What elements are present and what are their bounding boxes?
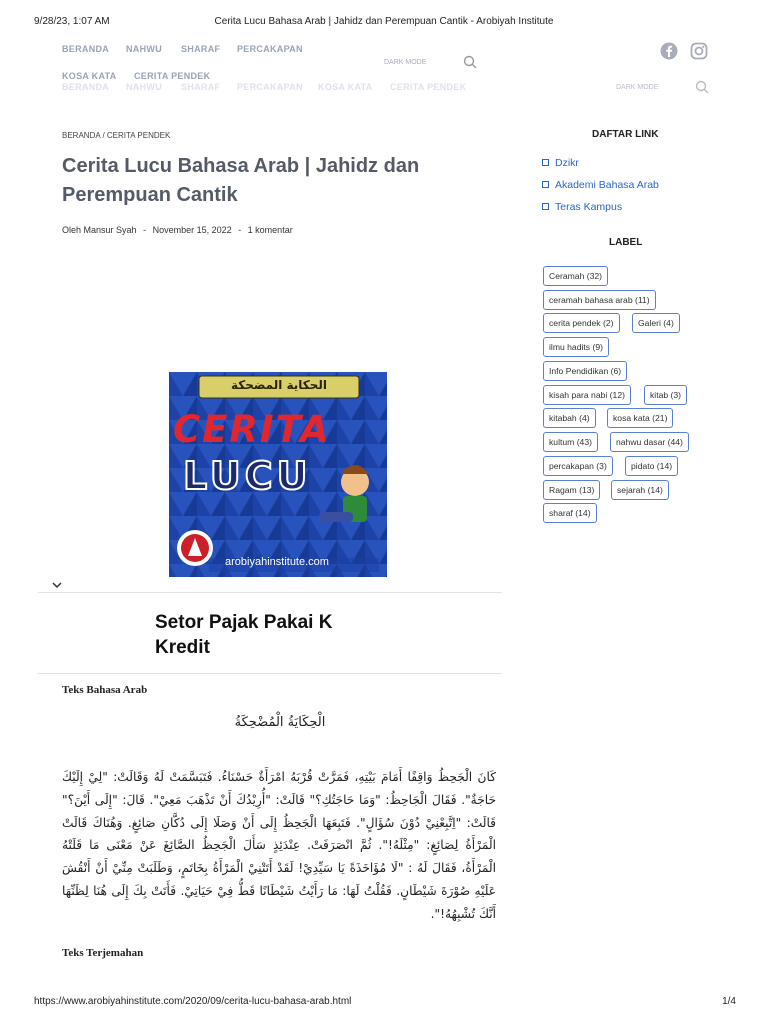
- print-url: https://www.arobiyahinstitute.com/2020/09/cerita-lucu-bahasa-arab.html: [34, 996, 352, 1007]
- tag-nahwu-dasar[interactable]: nahwu dasar (44): [610, 432, 689, 452]
- search-icon[interactable]: [463, 55, 477, 69]
- tag-kitab[interactable]: kitab (3): [644, 385, 687, 405]
- ghost-nav-item: CERITA PENDEK: [390, 82, 467, 92]
- tag-ragam[interactable]: Ragam (13): [543, 480, 600, 500]
- hero-site-url: arobiyahinstitute.com: [225, 556, 329, 568]
- tag-ceramah-bahasa-arab[interactable]: ceramah bahasa arab (11): [543, 290, 656, 310]
- hero-word-cerita: CERITA: [173, 408, 331, 451]
- nav-item-kosa-kata[interactable]: KOSA KATA: [62, 71, 117, 81]
- sidebar-link-label: Dzikr: [555, 157, 579, 169]
- nav-item-beranda[interactable]: BERANDA: [62, 44, 110, 54]
- ghost-nav-item: BERANDA: [62, 82, 110, 92]
- tag-kosa-kata[interactable]: kosa kata (21): [607, 408, 673, 428]
- instagram-icon[interactable]: [690, 42, 708, 65]
- sidebar-link-label: Teras Kampus: [555, 201, 623, 213]
- sidebar-heading-daftar-link: DAFTAR LINK: [592, 129, 659, 140]
- print-page-title: Cerita Lucu Bahasa Arab | Jahidz dan Perempuan Cantik - Arobiyah Institute: [214, 16, 554, 27]
- arabic-story-body: كَانَ الْجَحِظُ وَاقِفًا أَمَامَ بَيْتِهِ، فَمَرَّتْ قُرْبَهُ امْرَأَةٌ حَسْنَاءُ. فَتَبَسَّمَتْ لَهُ وَقَالَتْ: "لِيْ إِلَيْكَ حَاجَةٌ". فَقَالَ الْجَاحِظُ: "وَمَا حَاجَتُكِ؟" قَالَتْ: "أُرِيْدُكَ أَنْ تَذْهَبَ مَعِيْ". قَالَ: "إِلَى أَيْنَ؟" قَالَتْ: "اِتَّبِعْنِيْ دُوْنَ سُؤَالٍ". فَتَبِعَهَا الْجَحِظُ إِلَى أَنْ وَصَلَا إِلَى دُكَّانِ صَائِغٍ. وَهُنَاكَ قَالَتْ الْمَرْأَةُ لِصَائِغٍ: "مِثْلَهُ!". ثُمَّ انْصَرَفَتْ. عِنْدَئِذٍ سَأَلَ الْجَحِظُ الصَّائِغَ عَنْ مَعْنَى مَا قَلَتْهُ الْمَرْأَةُ، فَقَالَ لَهُ : "لَا مُؤَاخَذَةً يَا سَيِّدِيْ! لَقَدْ أَتَتْنِيْ الْمَرْأَةُ بِخَاتَمٍ، وَطَلَبَتْ مِنِّيْ أَنْ أَنْقُشَ عَلَيْهِ صُوْرَةَ شَيْطَانٍ. فَقُلْتُ لَهَا: مَا رَأَيْتُ شَيْطَانًا قَطُّ فِيْ حَيَاتِيْ. فَأَتَتْ بِكَ إِلَى هُنَا لِظَنِّهَا أَنَّكَ تُشْبِهُهُ!".: [62, 770, 496, 921]
- breadcrumb[interactable]: BERANDA / CERITA PENDEK: [62, 131, 171, 140]
- ghost-search-icon: [695, 80, 709, 94]
- ghost-nav-item: SHARAF: [181, 82, 221, 92]
- post-byline: [62, 225, 293, 235]
- hero-banner-text: الحكاية المضحكة: [230, 378, 328, 392]
- tag-sejarah[interactable]: sejarah (14): [611, 480, 669, 500]
- ghost-nav-item: KOSA KATA: [318, 82, 373, 92]
- tag-percakapan[interactable]: percakapan (3): [543, 456, 613, 476]
- ghost-nav-item: PERCAKAPAN: [237, 82, 303, 92]
- hero-word-lucu: LUCU: [183, 454, 312, 498]
- tag-sharaf[interactable]: sharaf (14): [543, 503, 597, 523]
- ghost-dark-mode-label: DARK MODE: [616, 84, 659, 91]
- sidebar-link-teras[interactable]: [542, 201, 622, 213]
- section-heading-translation: Teks Terjemahan: [62, 947, 144, 959]
- tag-ceramah[interactable]: Ceramah (32): [543, 266, 608, 286]
- tag-kitabah[interactable]: kitabah (4): [543, 408, 596, 428]
- bullet-icon: [542, 181, 549, 188]
- tag-cerita-pendek[interactable]: cerita pendek (2): [543, 313, 620, 333]
- ad-line-1: Setor Pajak Pakai K: [155, 612, 333, 633]
- print-datetime: 9/28/23, 1:07 AM: [34, 16, 110, 27]
- nav-item-sharaf[interactable]: SHARAF: [181, 44, 221, 54]
- ad-text[interactable]: [155, 610, 332, 660]
- hero-image: [169, 372, 387, 577]
- ghost-nav-item: NAHWU: [126, 82, 162, 92]
- post-comments-link[interactable]: 1 komentar: [247, 225, 293, 235]
- arabic-story-title: الْحِكَايَةُ الْمُضْحِكَةُ: [234, 715, 326, 730]
- tag-kultum[interactable]: kultum (43): [543, 432, 598, 452]
- tag-galeri[interactable]: Galeri (4): [632, 313, 680, 333]
- nav-item-percakapan[interactable]: PERCAKAPAN: [237, 44, 303, 54]
- page-title: Cerita Lucu Bahasa Arab | Jahidz dan Perempuan Cantik: [62, 155, 420, 206]
- sidebar-link-akademi[interactable]: [542, 179, 659, 191]
- sidebar-heading-label: LABEL: [609, 237, 643, 248]
- post-date: November 15, 2022: [152, 225, 232, 235]
- tag-ilmu-hadits[interactable]: ilmu hadits (9): [543, 337, 609, 357]
- nav-item-nahwu[interactable]: NAHWU: [126, 44, 162, 54]
- tag-kisah-para-nabi[interactable]: kisah para nabi (12): [543, 385, 631, 405]
- print-page-number: 1/4: [722, 996, 736, 1007]
- post-author[interactable]: Oleh Mansur Syah: [62, 225, 137, 235]
- byline-separator: -: [143, 225, 147, 235]
- nav-item-cerita-pendek[interactable]: CERITA PENDEK: [134, 71, 211, 81]
- bullet-icon: [542, 203, 549, 210]
- dark-mode-toggle[interactable]: DARK MODE: [384, 59, 427, 66]
- tag-info-pendidikan[interactable]: Info Pendidikan (6): [543, 361, 627, 381]
- bullet-icon: [542, 159, 549, 166]
- tag-pidato[interactable]: pidato (14): [625, 456, 678, 476]
- ad-line-2: Kredit: [155, 637, 210, 658]
- byline-separator: -: [238, 225, 242, 235]
- sidebar-link-label: Akademi Bahasa Arab: [555, 179, 659, 191]
- section-heading-arabic: Teks Bahasa Arab: [62, 684, 148, 696]
- sidebar-link-dzikr[interactable]: [542, 157, 579, 169]
- facebook-icon[interactable]: [660, 42, 678, 65]
